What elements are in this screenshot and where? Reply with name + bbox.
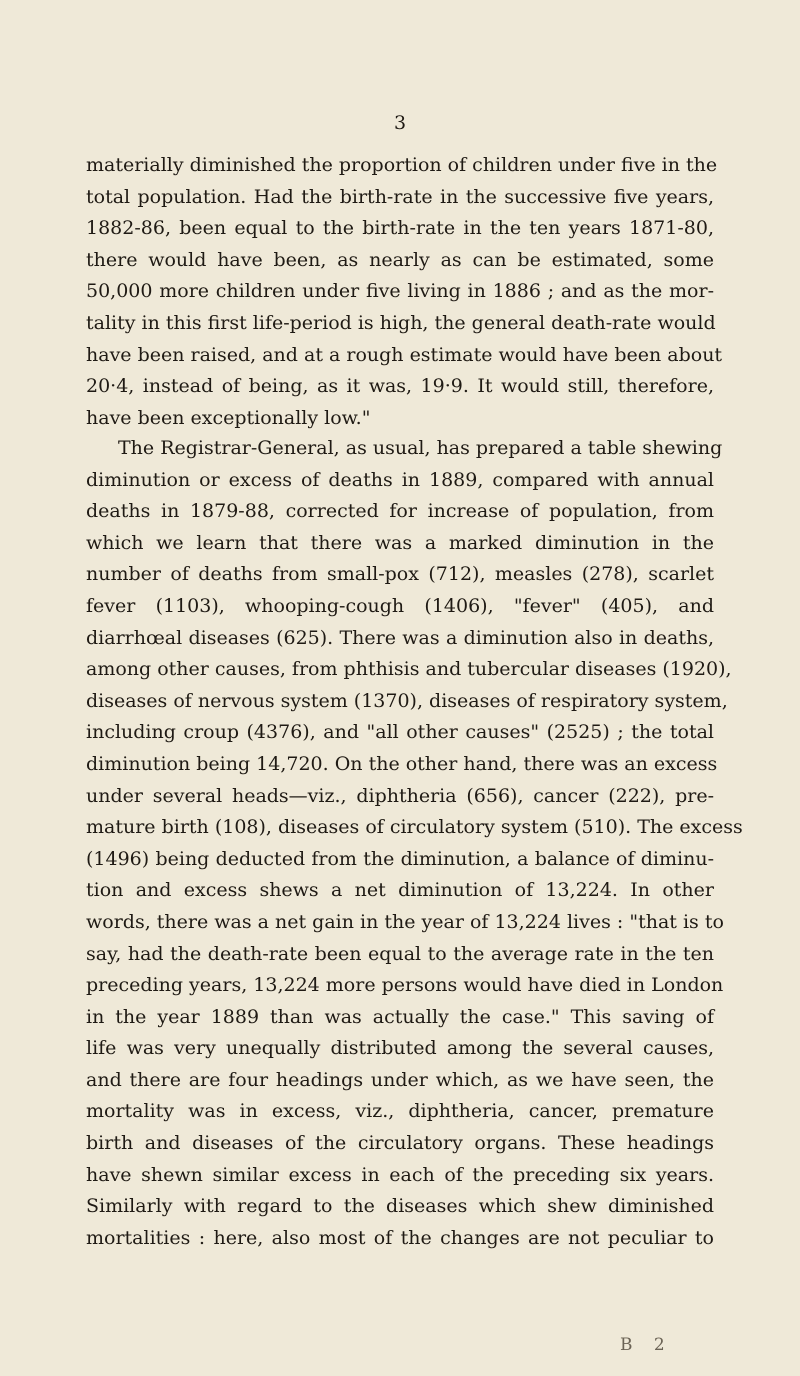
text-line: materially diminished the proportion of children under five in the xyxy=(86,154,718,176)
text-line: say, had the death-rate been equal to the average rate in the ten xyxy=(86,942,714,965)
text-line: under several heads—viz., diphtheria (656), cancer (222), pre- xyxy=(86,784,714,807)
text-line: have been exceptionally low." xyxy=(86,406,371,429)
text-line: among other causes, from phthisis and tubercular diseases (1920), xyxy=(86,658,732,681)
text-line: The Registrar-General, as usual, has prepared a table shewing xyxy=(118,437,723,459)
text-line: number of deaths from small-pox (712), measles (278), scarlet xyxy=(86,563,714,586)
text-line: tality in this first life-period is high, the general death-rate would xyxy=(86,311,716,334)
text-line: Similarly with regard to the diseases which shew diminished xyxy=(86,1195,714,1218)
text-line: deaths in 1879-88, corrected for increase of population, from xyxy=(86,500,714,523)
paragraph-2 xyxy=(86,433,743,1254)
text-line: tion and excess shews a net diminution of 13,224. In other xyxy=(86,879,714,902)
text-line: 1882-86, been equal to the birth-rate in the ten years 1871-80, xyxy=(86,217,714,240)
text-line: life was very unequally distributed among the several causes, xyxy=(86,1037,714,1060)
text-line: 50,000 more children under five living in 1886 ; and as the mor- xyxy=(86,280,714,303)
page-number: 3 xyxy=(393,112,407,134)
text-line: have shewn similar excess in each of the preceding six years. xyxy=(86,1163,714,1186)
text-line: have been raised, and at a rough estimate would have been about xyxy=(86,343,723,366)
text-line: diminution being 14,720. On the other hand, there was an excess xyxy=(86,752,718,775)
text-line: mature birth (108), diseases of circulatory system (510). The excess xyxy=(86,816,743,839)
signature-mark: B 2 xyxy=(620,1335,673,1355)
text-line: diseases of nervous system (1370), diseases of respiratory system, xyxy=(86,689,728,712)
text-line: mortality was in excess, viz., diphtheria, cancer, premature xyxy=(86,1100,714,1123)
text-line: words, there was a net gain in the year of 13,224 lives : "that is to xyxy=(86,910,724,933)
text-line: preceding years, 13,224 more persons would have died in London xyxy=(86,974,724,997)
paragraph-1 xyxy=(86,150,723,434)
text-line: diarrhœal diseases (625). There was a diminution also in deaths, xyxy=(86,626,714,649)
text-line: and there are four headings under which, as we have seen, the xyxy=(86,1068,714,1091)
text-line: total population. Had the birth-rate in the successive five years, xyxy=(86,185,714,208)
text-line: including croup (4376), and "all other causes" (2525) ; the total xyxy=(86,721,714,744)
text-line: in the year 1889 than was actually the case." This saving of xyxy=(86,1005,714,1028)
text-line: there would have been, as nearly as can be estimated, some xyxy=(86,248,714,271)
text-line: fever (1103), whooping-cough (1406), "fever" (405), and xyxy=(86,594,714,617)
text-line: which we learn that there was a marked diminution in the xyxy=(86,531,714,554)
text-line: mortalities : here, also most of the changes are not peculiar to xyxy=(86,1226,714,1249)
text-line: 20·4, instead of being, as it was, 19·9. It would still, therefore, xyxy=(86,375,714,398)
text-line: (1496) being deducted from the diminution, a balance of diminu- xyxy=(86,847,714,870)
text-line: birth and diseases of the circulatory organs. These headings xyxy=(86,1132,714,1155)
text-line: diminution or excess of deaths in 1889, compared with annual xyxy=(86,468,714,491)
